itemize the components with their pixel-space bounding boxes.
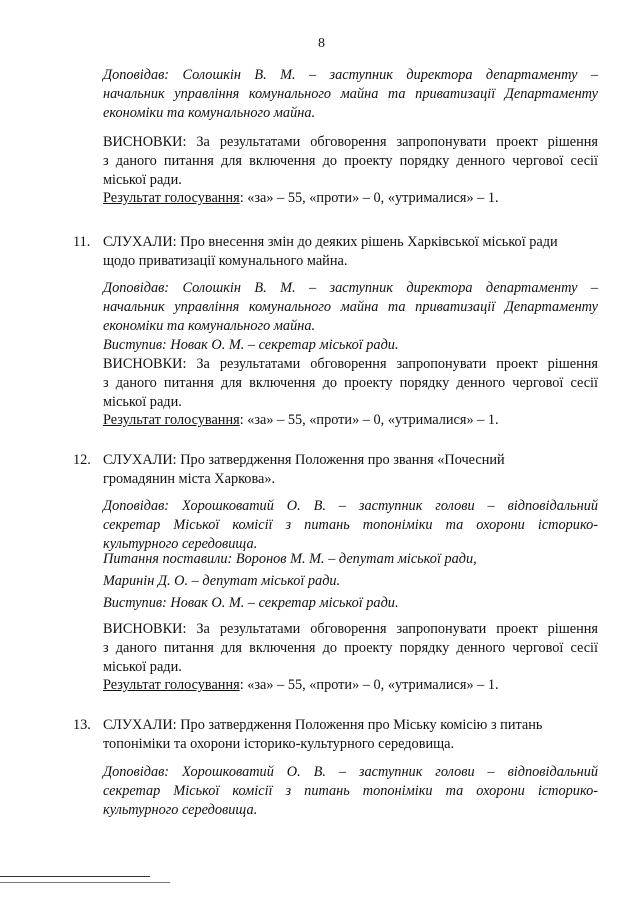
section-number: 11. <box>73 234 91 250</box>
section-11-speaker: Доповідав: Солошкін В. М. – заступник директора департаменту – начальник управління комунального майна та приватизації Департаменту економіки та комунального майна. Виступив: Новак О. М. – секретар міської ради. <box>103 280 598 353</box>
section-11-title: 11. СЛУХАЛИ: Про внесення змін до деяких рішень Харківської міської ради щодо приватизації комунального майна. <box>73 234 558 269</box>
section-number: 13. <box>73 717 91 733</box>
footnote-divider-secondary <box>0 882 170 883</box>
footnote-divider <box>0 876 150 877</box>
vote-label: Результат голосування <box>103 677 240 693</box>
vote-label: Результат голосування <box>103 412 240 428</box>
section-13-speaker: Доповідав: Хорошковатий О. В. – заступник голови – відповідальний секретар Міської комісії з питань топоніміки та охорони історико- культурного середовища. <box>103 764 598 818</box>
section-12-vote-result: Результат голосування: «за» – 55, «проти» – 0, «утрималися» – 1. <box>103 677 499 693</box>
section-12-speaker: Доповідав: Хорошковатий О. В. – заступник голови – відповідальний секретар Міської комісії з питань топоніміки та охорони історико- культурного середовища. <box>103 498 598 552</box>
page-number: 8 <box>318 36 325 51</box>
top-speaker: Доповідав: Солошкін В. М. – заступник директора департаменту – начальник управління комунального майна та приватизації Департаменту економіки та комунального майна. <box>103 67 598 121</box>
section-11-speech: Виступив: Новак О. М. – секретар міської ради. <box>103 337 399 353</box>
section-12-speech: Виступив: Новак О. М. – секретар міської ради. <box>103 595 399 611</box>
top-conclusion: ВИСНОВКИ: За результатами обговорення запропонувати проект рішення з даного питання для включення до проекту порядку денного чергової сесії міської ради. <box>103 134 598 188</box>
vote-label: Результат голосування <box>103 190 240 206</box>
section-number: 12. <box>73 452 91 468</box>
section-12-questions: Питання поставили: Воронов М. М. – депутат міської ради, Маринін Д. О. – депутат міської ради. Виступив: Новак О. М. – секретар міської ради. <box>103 548 598 614</box>
section-13-title: 13. СЛУХАЛИ: Про затвердження Положення про Міську комісію з питань топоніміки та охорони історико-культурного середовища. <box>73 717 543 752</box>
top-vote-result: Результат голосування: «за» – 55, «проти» – 0, «утрималися» – 1. <box>103 190 499 206</box>
section-11-conclusion: ВИСНОВКИ: За результатами обговорення запропонувати проект рішення з даного питання для включення до проекту порядку денного чергової сесії міської ради. <box>103 356 598 410</box>
section-12-title: 12. СЛУХАЛИ: Про затвердження Положення про звання «Почесний громадянин міста Харкова». <box>73 452 505 487</box>
section-11-vote-result: Результат голосування: «за» – 55, «проти» – 0, «утрималися» – 1. <box>103 412 499 428</box>
section-12-conclusion: ВИСНОВКИ: За результатами обговорення запропонувати проект рішення з даного питання для включення до проекту порядку денного чергової сесії міської ради. <box>103 621 598 675</box>
